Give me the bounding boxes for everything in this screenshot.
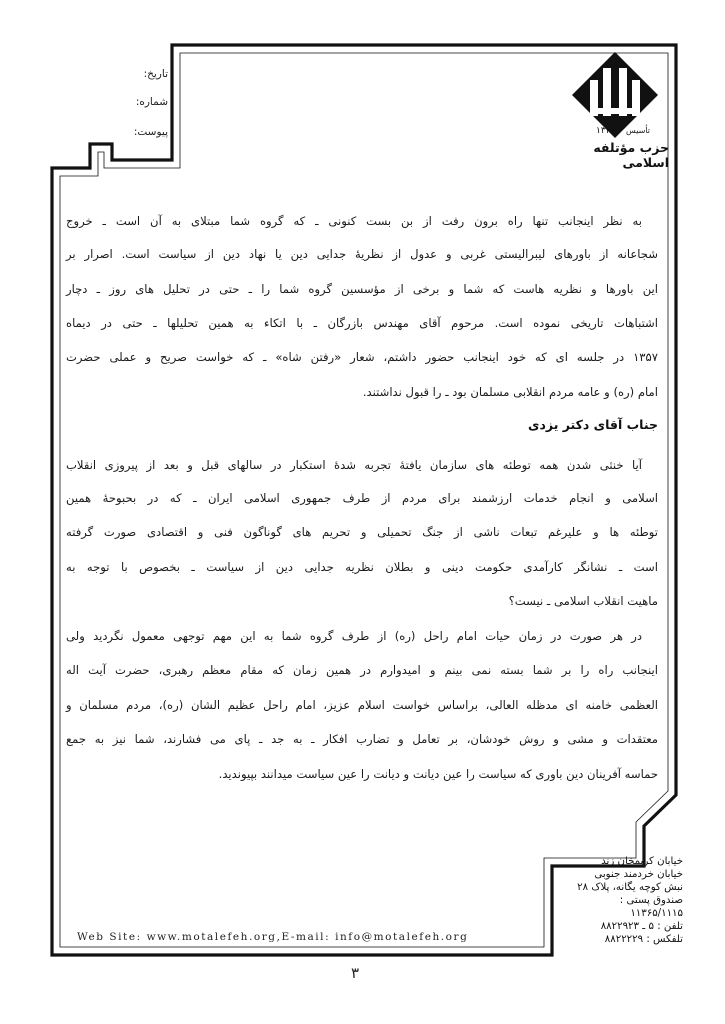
address-line: تلفن : ۵ ـ ۸۸۲۲۹۲۳ <box>600 921 683 932</box>
attachment-label: پیوست: <box>133 126 168 138</box>
date-label: تاریخ: <box>143 68 168 80</box>
address-line: ۱۱۳۶۵/۱۱۱۵ <box>630 908 683 919</box>
org-name: حزب مؤتلفه اسلامی <box>593 140 669 170</box>
body-line: این باورها و نظریه هاست که شما و برخی از مؤسسین گروه شما را ـ حتی در تحلیل های روز ـ دچار <box>66 282 658 296</box>
number-label: شماره: <box>135 96 168 108</box>
address-line: خیابان خردمند جنوبی <box>594 869 683 880</box>
address-line: نبش کوچه یگانه، پلاک ۲۸ <box>577 882 683 893</box>
body-line: شجاعانه از باورهای لیبرالیستی غربی و عدول از نظریۀ جدایی دین یا نهاد دین از سیاست است. اصرار بر <box>66 247 658 261</box>
page-number: ۳ <box>350 964 360 982</box>
body-line: اینجانب راه را بر شما بسته نمی بینم و امیدوارم در همین زمان که مقام معظم رهبری، حضرت آیت اله <box>66 663 658 677</box>
address-line: تلفکس : ۸۸۲۲۲۲۹ <box>604 934 683 945</box>
footer-contact: Web Site: www.motalefeh.org,E-mail: info@motalefeh.org <box>77 931 469 943</box>
body-line: ۱۳۵۷ در جلسه ای که خود اینجانب حضور داشتم، شعار «رفتن شاه» ـ که خواست صریح و عملی حضرت <box>66 350 658 364</box>
founded-label: تأسیس <box>626 126 650 135</box>
body-line: توطئه ها و علیرغم تبعات ناشی از جنگ تحمیلی و تحریم های گوناگون فنی و اقتصادی صورت گرفته <box>66 525 658 539</box>
founded-year: ۱۳۴۲ <box>596 126 616 136</box>
body-line: آیا خنثی شدن همه توطئه های سازمان یافتۀ تجربه شدۀ استکبار در سالهای قبل و بعد از پیروزی انقلاب <box>66 458 642 472</box>
body-line: امام (ره) و عامه مردم انقلابی مسلمان بود ـ را قبول نداشتند. <box>362 385 658 399</box>
body-line: در هر صورت در زمان حیات امام راحل (ره) از طرف گروه شما به این مهم توجهی معمول نگردید ولی <box>66 629 642 643</box>
footer-address <box>563 855 683 946</box>
salutation-heading: جناب آقای دکتر یزدی <box>528 417 658 432</box>
body-line: است ـ نشانگر کارآمدی حکومت دینی و بطلان نظریه جدایی دین از سیاست ـ بخصوص با توجه به <box>66 560 658 574</box>
body-line: ماهیت انقلاب اسلامی ـ نیست؟ <box>508 594 658 608</box>
body-line: اشتباهات تاریخی نموده است. مرحوم آقای مهندس بازرگان ـ با اتکاء به همین تحلیلها ـ حتی در دیماه <box>66 316 658 330</box>
address-line: صندوق پستی : <box>619 895 683 906</box>
body-line: اسلامی و انجام خدمات ارزشمند برای مردم از طرف جمهوری اسلامی ایران ـ که در بحبوحۀ همین <box>66 491 658 505</box>
address-line: خیابان کریمخان زند <box>601 856 683 867</box>
body-line: معتقدات و مشی و روش خودشان، بر تعامل و تضارب افکار ـ به جد ـ پای می فشارند، شما نیز به جمع <box>66 732 658 746</box>
body-line: به نظر اینجانب تنها راه برون رفت از بن بست کنونی ـ که گروه شما مبتلای به آن است ـ خروج <box>66 214 642 228</box>
body-line: حماسه آفرینان دین باوری که سیاست را عین دیانت و دیانت را عین سیاست میدانند بپیوندید. <box>218 767 658 781</box>
body-line: العظمی خامنه ای مدظله العالی، براساس خواست اسلام عزیز، امام راحل عظیم الشان (ره)، مردم مسلمان و <box>66 698 658 712</box>
